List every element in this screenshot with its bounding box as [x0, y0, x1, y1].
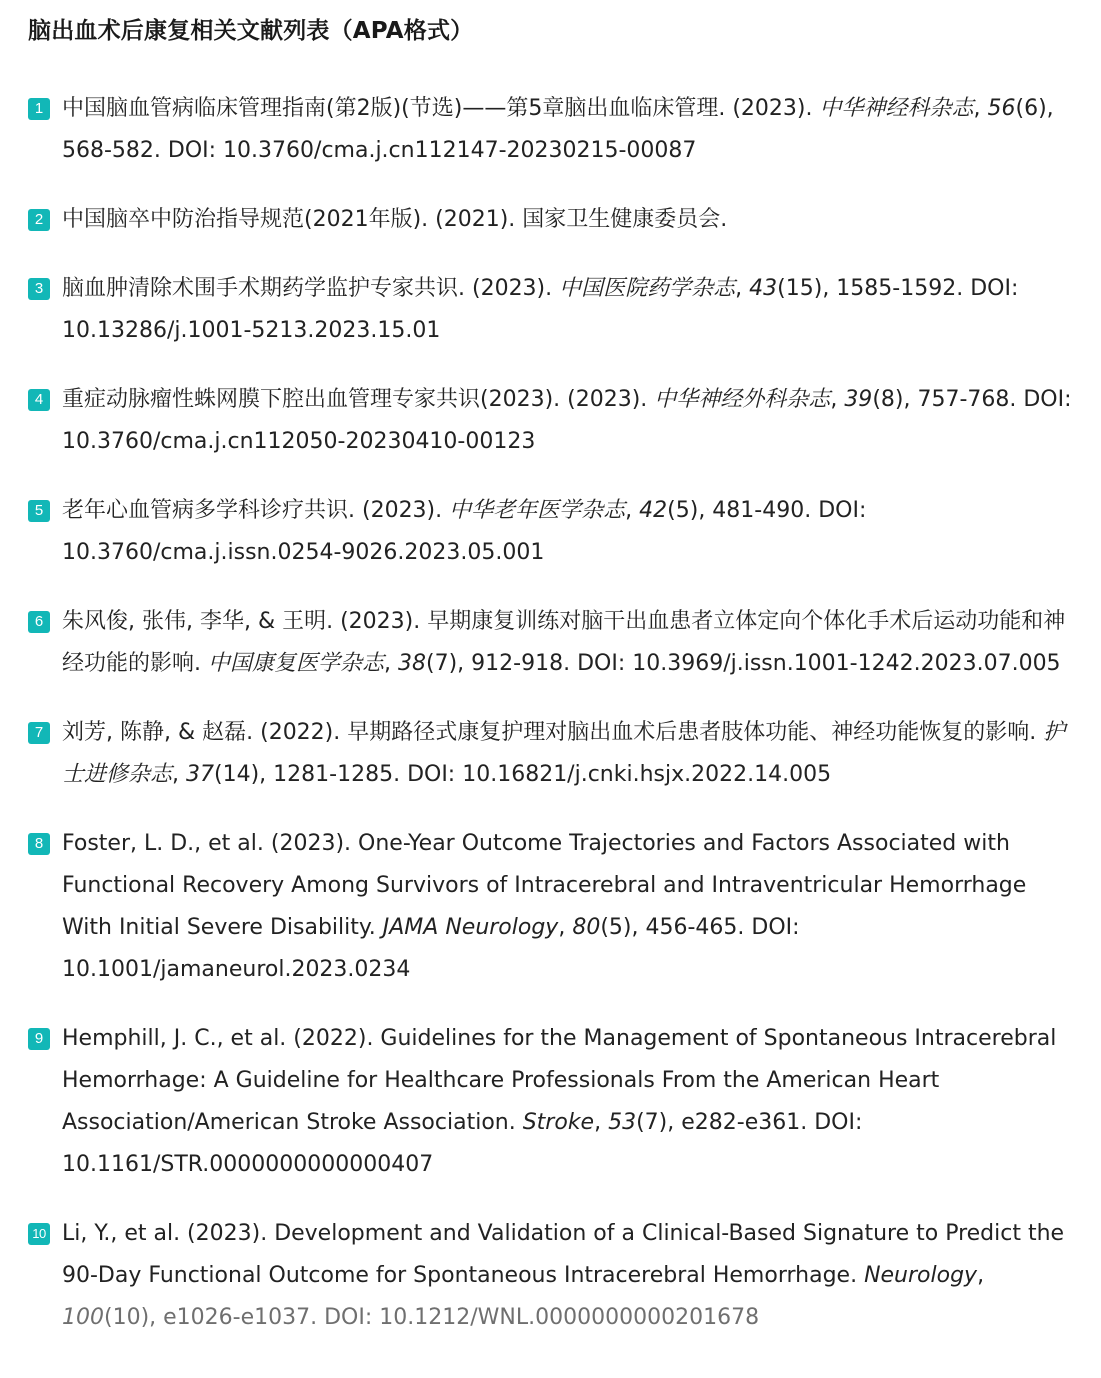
reference-item-10: [28, 1213, 1083, 1339]
separator: ,: [594, 1110, 609, 1135]
reference-tail: (15), 1585-1592. DOI: 10.13286/j.1001-5213.2023.15.01: [62, 276, 1019, 343]
reference-number-badge: 3: [28, 278, 50, 300]
volume-number: 56: [987, 96, 1016, 121]
volume-number: 39: [844, 387, 873, 412]
reference-number-badge: 6: [28, 611, 50, 633]
reference-number-badge: 5: [28, 500, 50, 522]
reference-number-badge: 1: [28, 98, 50, 120]
reference-item-2: [28, 199, 1083, 241]
reference-text: 刘芳, 陈静, & 赵磊. (2022). 早期路径式康复护理对脑出血术后患者肢体功能、神经功能恢复的影响.: [62, 720, 1044, 745]
journal-name: 中国康复医学杂志: [208, 651, 385, 676]
reference-number-badge: 8: [28, 833, 50, 855]
separator: ,: [735, 276, 750, 301]
reference-number-badge: 10: [28, 1223, 50, 1245]
reference-text: Li, Y., et al. (2023). Development and Validation of a Clinical-Based Signature to Predict the 90-Day Functional Outcome for Spontaneous Intracerebral Hemorrhage.: [62, 1221, 1065, 1288]
reference-tail: (7), e282-e361. DOI: 10.1161/STR.0000000000000407: [62, 1110, 863, 1177]
journal-name: 中华神经外科杂志: [654, 387, 831, 412]
reference-list: [28, 88, 1083, 1339]
volume-number: 43: [749, 276, 778, 301]
volume-number: 42: [639, 498, 668, 523]
journal-name: 中国医院药学杂志: [559, 276, 736, 301]
reference-tail: (5), 481-490. DOI: 10.3760/cma.j.issn.0254-9026.2023.05.001: [62, 498, 867, 565]
journal-name: Stroke: [522, 1110, 595, 1135]
reference-text: Hemphill, J. C., et al. (2022). Guidelines for the Management of Spontaneous Intracerebral Hemorrhage: A Guideline for Healthcare Professionals From the American Heart Association/American Stroke Association.: [62, 1026, 1057, 1135]
reference-item-3: [28, 268, 1083, 352]
separator: ,: [625, 498, 640, 523]
reference-number-badge: 2: [28, 209, 50, 231]
reference-text: 中国脑血管病临床管理指南(第2版)(节选)——第5章脑出血临床管理. (2023).: [62, 96, 820, 121]
reference-item-5: [28, 490, 1083, 574]
reference-item-7: [28, 712, 1083, 796]
separator: ,: [172, 762, 187, 787]
page-title: 脑出血术后康复相关文献列表（APA格式）: [28, 18, 474, 44]
reference-item-8: [28, 823, 1083, 991]
journal-name: 中华老年医学杂志: [449, 498, 626, 523]
journal-name: 护士进修杂志: [62, 720, 1066, 787]
reference-tail: (10), e1026-e1037. DOI: 10.1212/WNL.0000000000201678: [104, 1305, 760, 1330]
reference-number-badge: 9: [28, 1028, 50, 1050]
reference-number-badge: 7: [28, 722, 50, 744]
journal-name: JAMA Neurology: [382, 915, 559, 940]
reference-number-badge: 4: [28, 389, 50, 411]
separator: ,: [558, 915, 573, 940]
journal-name: Neurology: [864, 1263, 978, 1288]
volume-number: 100: [62, 1305, 104, 1330]
reference-tail: (7), 912-918. DOI: 10.3969/j.issn.1001-1242.2023.07.005: [426, 651, 1061, 676]
reference-tail: (8), 757-768. DOI: 10.3760/cma.j.cn112050-20230410-00123: [62, 387, 1072, 454]
separator: ,: [973, 96, 988, 121]
volume-number: 38: [398, 651, 427, 676]
reference-tail: (6), 568-582. DOI: 10.3760/cma.j.cn112147-20230215-00087: [62, 96, 1054, 163]
reference-text: Foster, L. D., et al. (2023). One-Year Outcome Trajectories and Factors Associated with Functional Recovery Among Survivors of Intracerebral and Intraventricular Hemorrhage With Initial Severe Disability.: [62, 831, 1027, 940]
reference-text: 脑血肿清除术围手术期药学监护专家共识. (2023).: [62, 276, 560, 301]
journal-name: 中华神经科杂志: [819, 96, 974, 121]
reference-text: 重症动脉瘤性蛛网膜下腔出血管理专家共识(2023). (2023).: [62, 387, 655, 412]
separator: ,: [977, 1263, 985, 1288]
reference-tail: (5), 456-465. DOI: 10.1001/jamaneurol.2023.0234: [62, 915, 800, 982]
reference-item-4: [28, 379, 1083, 463]
volume-number: 37: [186, 762, 215, 787]
volume-number: 53: [608, 1110, 637, 1135]
reference-tail: (14), 1281-1285. DOI: 10.16821/j.cnki.hsjx.2022.14.005: [214, 762, 832, 787]
reference-item-9: [28, 1018, 1083, 1186]
reference-text: 朱风俊, 张伟, 李华, & 王明. (2023). 早期康复训练对脑干出血患者立体定向个体化手术后运动功能和神经功能的影响.: [62, 609, 1066, 676]
volume-number: 80: [572, 915, 601, 940]
reference-item-6: [28, 601, 1083, 685]
reference-text: 中国脑卒中防治指导规范(2021年版). (2021). 国家卫生健康委员会.: [62, 207, 728, 232]
separator: ,: [830, 387, 845, 412]
reference-item-1: [28, 88, 1083, 172]
separator: ,: [384, 651, 399, 676]
reference-text: 老年心血管病多学科诊疗共识. (2023).: [62, 498, 450, 523]
